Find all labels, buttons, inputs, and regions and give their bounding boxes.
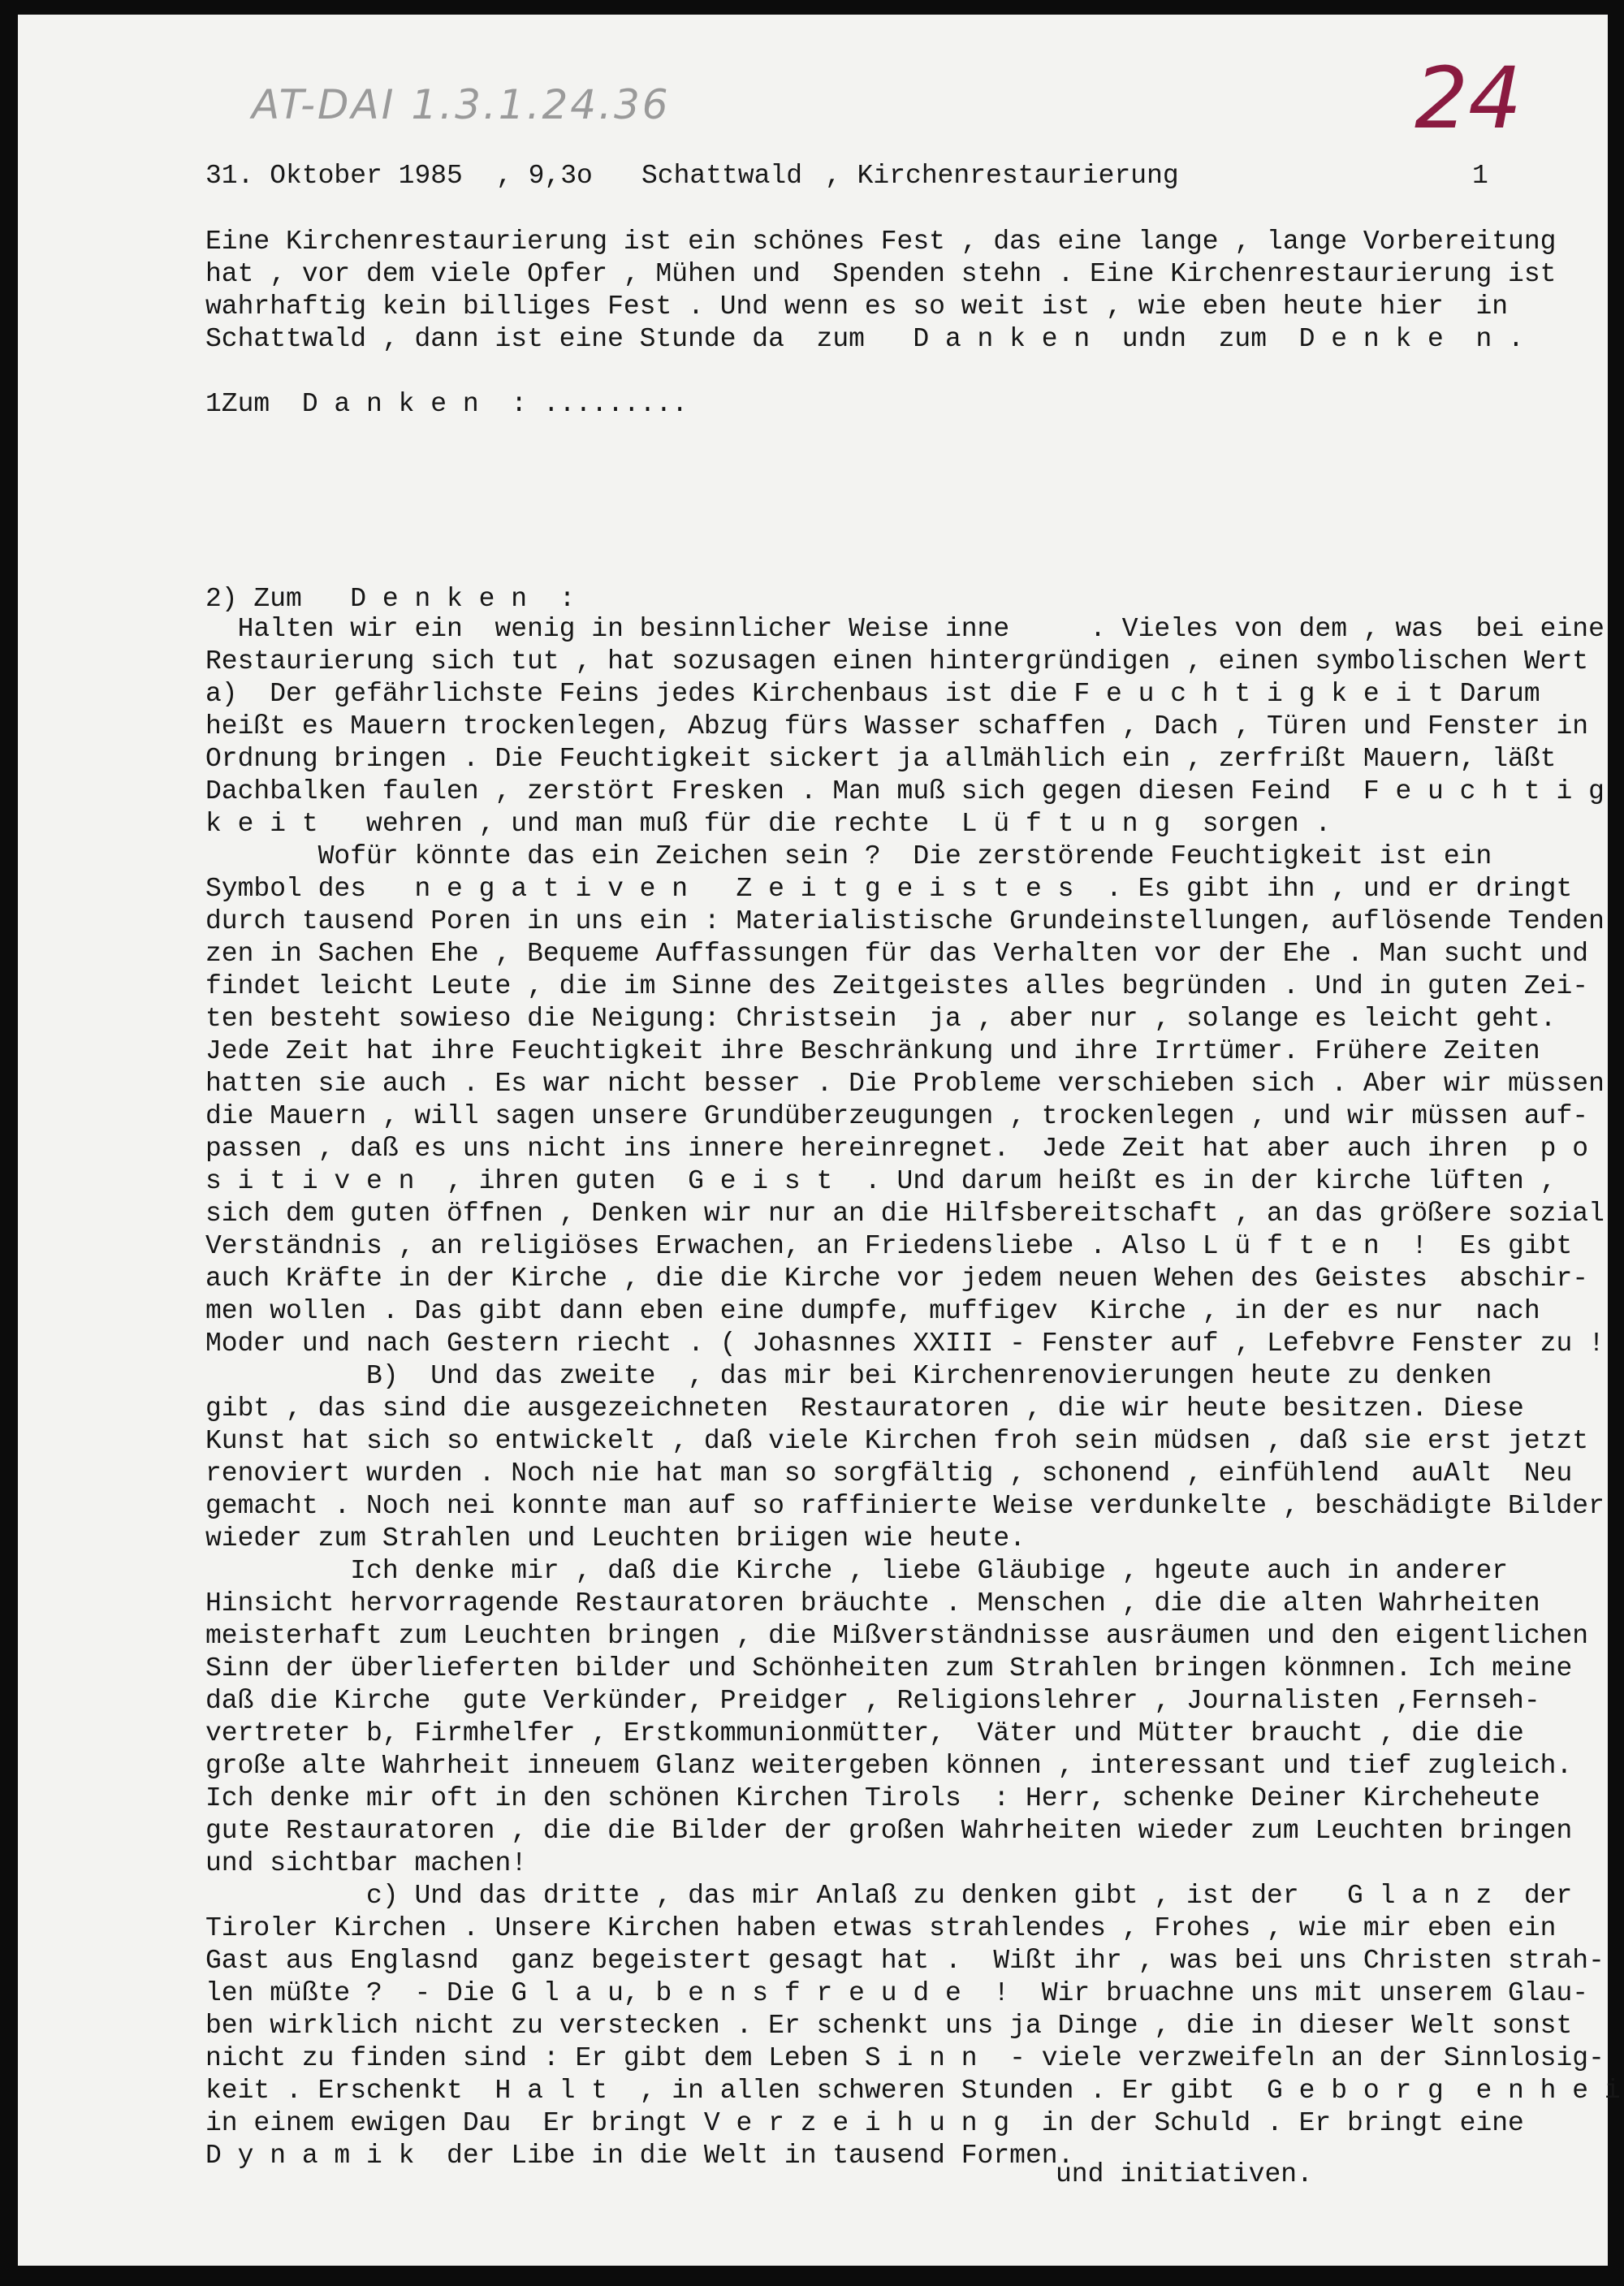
text-line: c) Und das dritte , das mir Anlaß zu denken gibt , ist der G l a n z der — [205, 1881, 1573, 1911]
text-line: Hinsicht hervorragende Restauratoren bräuchte . Menschen , die die alten Wahrheiten — [205, 1588, 1540, 1618]
text-line: findet leicht Leute , die im Sinne des Zeitgeistes alles begründen . Und in guten Zei- — [205, 971, 1589, 1001]
text-line: hat , vor dem viele Opfer , Mühen und Spenden stehn . Eine Kirchenrestaurierung ist — [205, 259, 1557, 289]
text-line: Ordnung bringen . Die Feuchtigkeit sickert ja allmählich ein , zerfrißt Mauern, läßt — [205, 744, 1557, 774]
section-heading-denken: 2) Zum D e n k e n : — [205, 584, 576, 614]
text-line: gemacht . Noch nei konnte man auf so raffinierte Weise verdunkelte , beschädigte Bilder — [205, 1491, 1605, 1521]
text-line: wahrhaftig kein billiges Fest . Und wenn es so weit ist , wie eben heute hier in — [205, 292, 1509, 322]
text-line: in einem ewigen Dau Er bringt V e r z e i h u n g in der Schuld . Er bringt eine — [205, 2108, 1524, 2138]
page-number: 1 — [1472, 161, 1488, 191]
text-line: Schattwald , dann ist eine Stunde da zum D a n k e n undn zum D e n k e n . — [205, 324, 1524, 354]
text-line: heißt es Mauern trockenlegen, Abzug fürs Wasser schaffen , Dach , Türen und Fenster in — [205, 711, 1589, 741]
section-danken — [205, 388, 688, 421]
text-line: Tiroler Kirchen . Unsere Kirchen haben etwas strahlendes , Frohes , wie mir eben ein — [205, 1913, 1557, 1943]
text-line: gibt , das sind die ausgezeichneten Restauratoren , die wir heute besitzen. Diese — [205, 1394, 1524, 1424]
text-line: Symbol des n e g a t i v e n Z e i t g e i s t e s . Es gibt ihn , und er dringt — [205, 874, 1573, 904]
text-line: zen in Sachen Ehe , Bequeme Auffassungen für das Verhalten vor der Ehe . Man sucht und — [205, 939, 1589, 969]
text-line: len müßte ? - Die G l a u, b e n s f r e u d e ! Wir bruachne uns mit unserem Glau- — [205, 1978, 1589, 2008]
text-line: auch Kräfte in der Kirche , die die Kirche vor jedem neuen Wehen des Geistes abschir- — [205, 1264, 1589, 1294]
closing-line: und initiativen. — [1056, 2159, 1313, 2189]
text-line: D y n a m i k der Libe in die Welt in tausend Formen. — [205, 2141, 1074, 2171]
text-line: Restaurierung sich tut , hat sozusagen einen hintergründigen , einen symbolischen Wert — [205, 646, 1589, 676]
text-line: große alte Wahrheit inneuem Glanz weitergeben können , interessant und tief zugleich. — [205, 1751, 1573, 1781]
text-line: daß die Kirche gute Verkünder, Preidger , Religionslehrer , Journalisten ,Fernseh- — [205, 1686, 1540, 1716]
folio-number: 24 — [1415, 49, 1522, 148]
text-line: keit . Erschenkt H a l t , in allen schweren Stunden . Er gibt G e b o r g e n h e i — [205, 2076, 1621, 2106]
text-line: Eine Kirchenrestaurierung ist ein schönes Fest , das eine lange , lange Vorbereitung — [205, 227, 1557, 257]
header-time: , 9,3o — [496, 161, 593, 191]
section-heading-danken: 1Zum D a n k e n : ......... — [205, 389, 689, 419]
text-line: Halten wir ein wenig in besinnlicher Weise inne . Vieles von dem , was bei eine — [205, 614, 1605, 644]
text-line: durch tausend Poren in uns ein : Materialistische Grundeinstellungen, auflösende Tenden — [205, 906, 1605, 936]
text-line: Kunst hat sich so entwickelt , daß viele Kirchen froh sein müdsen , daß sie erst jetzt — [205, 1426, 1589, 1456]
text-line: die Mauern , will sagen unsere Grundüberzeugungen , trockenlegen , und wir müssen auf- — [205, 1101, 1589, 1131]
text-line: sich dem guten öffnen , Denken wir nur an die Hilfsbereitschaft , an das größere sozial — [205, 1199, 1605, 1229]
text-line: Ich denke mir , daß die Kirche , liebe Gläubige , hgeute auch in anderer — [205, 1556, 1509, 1586]
text-line: passen , daß es uns nicht ins innere hereinregnet. Jede Zeit hat aber auch ihren p o — [205, 1134, 1589, 1164]
body-text — [205, 613, 1621, 2172]
closing-text — [1056, 2159, 1313, 2191]
text-line: s i t i v e n , ihren guten G e i s t . Und darum heißt es in der kirche lüften , — [205, 1166, 1557, 1196]
text-line: nicht zu finden sind : Er gibt dem Leben S i n n - viele verzweifeln an der Sinnlosig- — [205, 2043, 1605, 2073]
text-line: Moder und nach Gestern riecht . ( Johasnnes XXIII - Fenster auf , Lefebvre Fenster zu ! — [205, 1329, 1605, 1359]
text-line: men wollen . Das gibt dann eben eine dumpfe, muffigev Kirche , in der es nur nach — [205, 1296, 1540, 1326]
text-line: a) Der gefährlichste Feins jedes Kirchenbaus ist die F e u c h t i g k e i t Darum — [205, 679, 1540, 709]
archive-reference-stamp: AT-DAI 1.3.1.24.36 — [252, 81, 671, 128]
text-line: Ich denke mir oft in den schönen Kirchen Tirols : Herr, schenke Deiner Kircheheute — [205, 1783, 1540, 1813]
text-line: renoviert wurden . Noch nie hat man so sorgfältig , schonend , einfühlend auAlt Neu — [205, 1458, 1573, 1489]
text-line: Verständnis , an religiöses Erwachen, an Friedensliebe . Also L ü f t e n ! Es gibt — [205, 1231, 1573, 1261]
section-denken — [205, 583, 575, 616]
header-place: Schattwald — [641, 161, 803, 191]
text-line: und sichtbar machen! — [205, 1848, 528, 1878]
header-topic: , Kirchenrestaurierung — [825, 161, 1179, 191]
text-line: vertreter b, Firmhelfer , Erstkommunionmütter, Väter und Mütter braucht , die die — [205, 1718, 1524, 1748]
text-line: Jede Zeit hat ihre Feuchtigkeit ihre Beschränkung und ihre Irrtümer. Frühere Zeiten — [205, 1036, 1540, 1066]
text-line: Wofür könnte das ein Zeichen sein ? Die zerstörende Feuchtigkeit ist ein — [205, 841, 1492, 871]
text-line: wieder zum Strahlen und Leuchten briigen wie heute. — [205, 1523, 1026, 1554]
text-line: B) Und das zweite , das mir bei Kirchenrenovierungen heute zu denken — [205, 1361, 1492, 1391]
text-line: Sinn der überlieferten bilder und Schönheiten zum Strahlen bringen könmnen. Ich meine — [205, 1653, 1573, 1683]
header-date: 31. Oktober 1985 — [205, 161, 463, 191]
text-line: ten besteht sowieso die Neigung: Christsein ja , aber nur , solange es leicht geht. — [205, 1004, 1557, 1034]
text-line: k e i t wehren , und man muß für die rechte L ü f t u n g sorgen . — [205, 809, 1332, 839]
text-line: hatten sie auch . Es war nicht besser . Die Probleme verschieben sich . Aber wir müssen — [205, 1069, 1605, 1099]
text-line: Dachbalken faulen , zerstört Fresken . Man muß sich gegen diesen Feind F e u c h t i g — [205, 776, 1605, 806]
text-line: ben wirklich nicht zu verstecken . Er schenkt uns ja Dinge , die in dieser Welt sonst — [205, 2011, 1573, 2041]
document-header — [205, 161, 1537, 197]
text-line: Gast aus Englasnd ganz begeistert gesagt hat . Wißt ihr , was bei uns Christen strah- — [205, 1946, 1605, 1976]
text-line: meisterhaft zum Leuchten bringen , die Mißverständnisse ausräumen und den eigentlichen — [205, 1621, 1589, 1651]
intro-paragraph — [205, 226, 1556, 356]
text-line: gute Restauratoren , die die Bilder der großen Wahrheiten wieder zum Leuchten bringen — [205, 1816, 1573, 1846]
